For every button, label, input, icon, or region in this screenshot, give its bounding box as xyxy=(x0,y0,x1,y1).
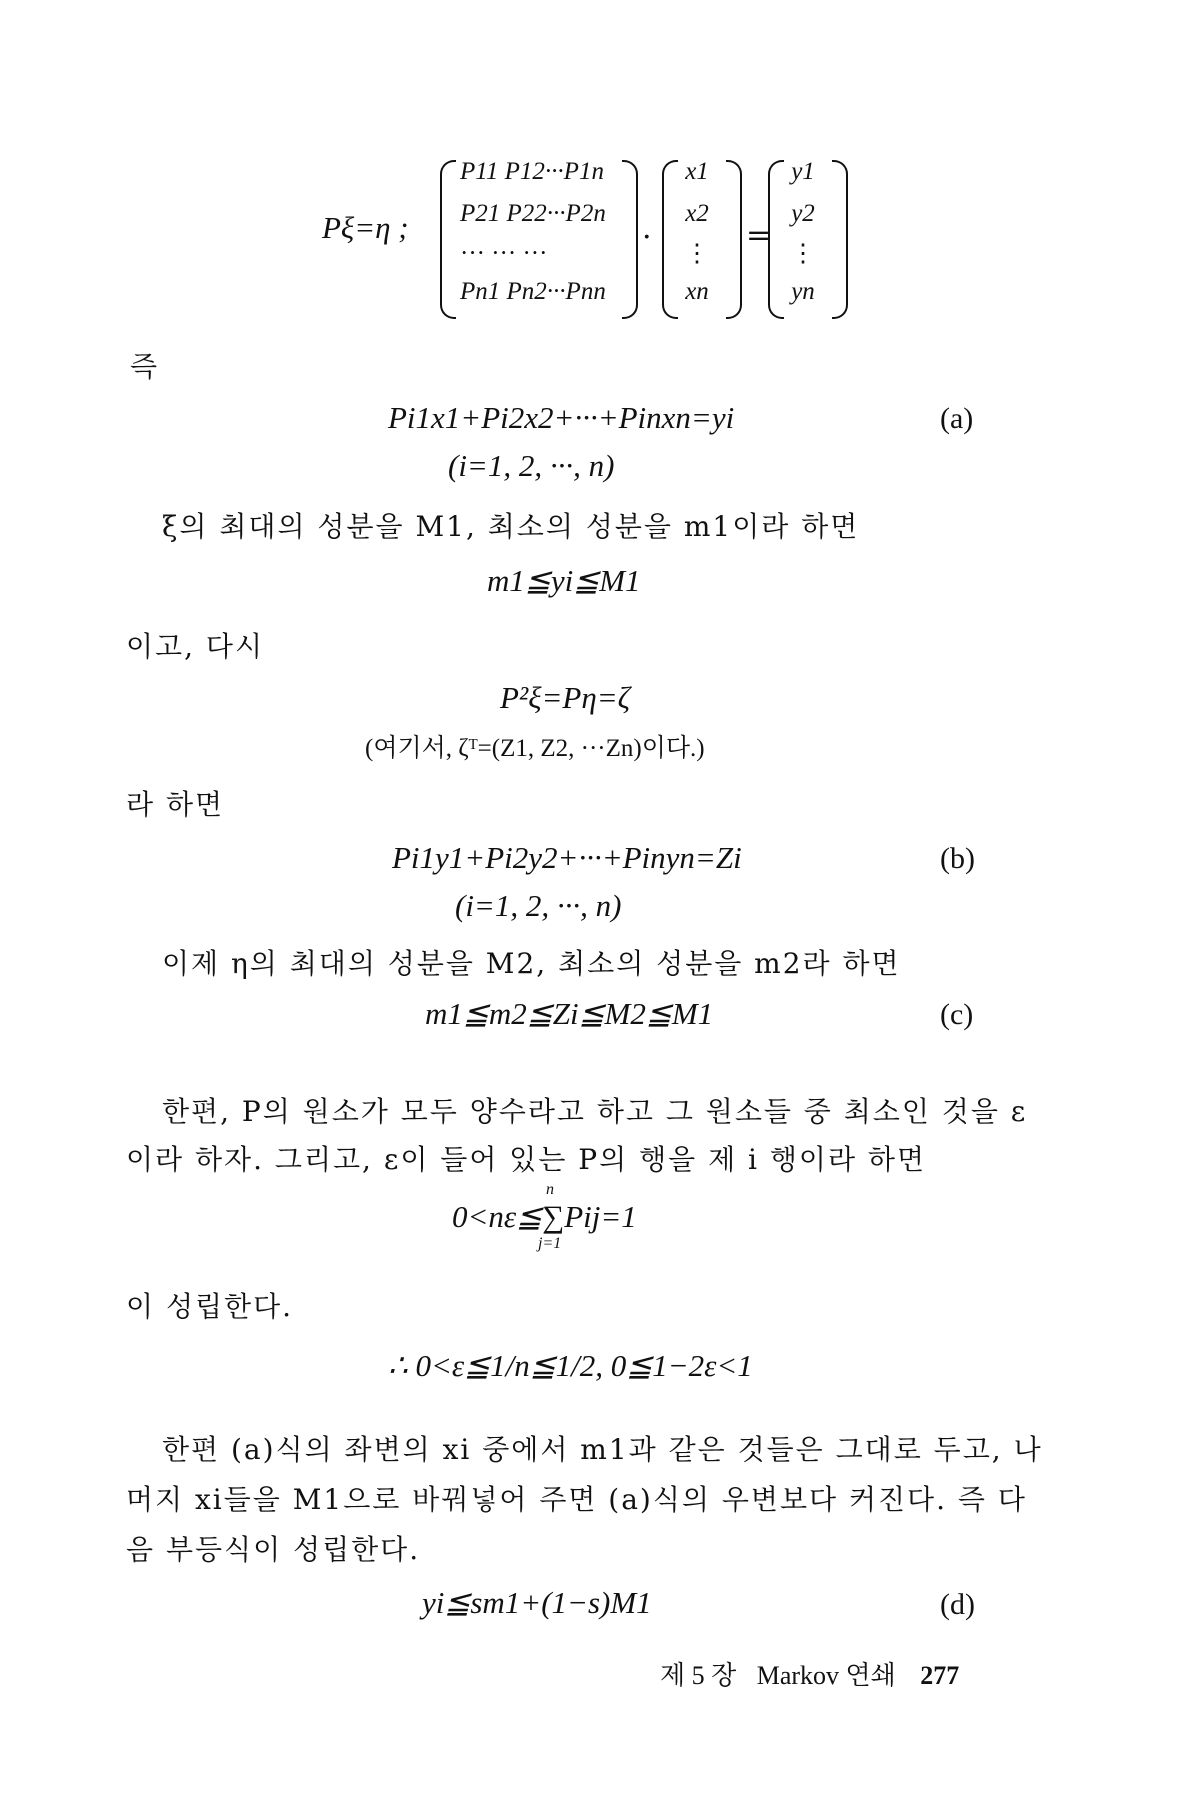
footer-chapter: 제 5 장 xyxy=(660,1661,737,1690)
inequality-1: m1≦yi≦M1 xyxy=(487,563,641,598)
sum-lower-limit: j=1 xyxy=(538,1235,562,1252)
page-footer xyxy=(660,1655,959,1692)
equation-d: yi≦sm1+(1−s)M1 xyxy=(422,1585,652,1620)
equation-p2: P²ξ=Pη=ζ xyxy=(500,680,631,715)
matrix-equation xyxy=(440,160,960,325)
equals-sign: = xyxy=(746,218,772,253)
y-vector-entry: yn xyxy=(791,278,815,305)
matrix-left-bracket xyxy=(440,160,456,319)
matrix-row: P21 P22···P2n xyxy=(460,200,606,227)
matrix-row: P11 P12···P1n xyxy=(460,158,604,185)
matrix-row: Pn1 Pn2···Pnn xyxy=(460,278,606,305)
text-jeuk: 즉 xyxy=(130,350,160,383)
x-vector-entry: x2 xyxy=(685,200,709,227)
page-number: 277 xyxy=(920,1661,960,1690)
x-vector-entry: x1 xyxy=(685,158,709,185)
x-vector-right-bracket xyxy=(726,160,742,319)
text-then: 라 하면 xyxy=(126,788,225,821)
footer-title: Markov 연쇄 xyxy=(756,1661,896,1690)
equation-b: Pi1y1+Pi2y2+···+Pinyn=Zi xyxy=(392,840,742,875)
text-left-side: 한편 (a)식의 좌변의 xi 중에서 m1과 같은 것들은 그대로 두고, 나 xyxy=(162,1433,1043,1466)
y-vector-right-bracket xyxy=(832,160,848,319)
x-vector-entry: ⋮ xyxy=(684,240,710,267)
x-vector-entry: xn xyxy=(685,278,709,305)
equation-a-range: (i=1, 2, ···, n) xyxy=(448,448,615,483)
text-positive-elements: 한편, P의 원소가 모두 양수라고 하고 그 원소들 중 최소인 것을 ε xyxy=(162,1095,1028,1128)
text-row-i: 이라 하자. 그리고, ε이 들어 있는 P의 행을 제 i 행이라 하면 xyxy=(126,1143,927,1176)
matrix-row: ··· ··· ··· xyxy=(460,240,548,267)
equation-tag-a: (a) xyxy=(940,402,974,435)
inequality-sum xyxy=(452,1181,712,1265)
equation-tag-b: (b) xyxy=(940,842,975,875)
equation-b-range: (i=1, 2, ···, n) xyxy=(455,888,622,923)
sum-upper-limit: n xyxy=(546,1181,554,1198)
text-max-min-eta: 이제 η의 최대의 성분을 M2, 최소의 성분을 m2라 하면 xyxy=(162,947,901,980)
text-inequality-holds: 음 부등식이 성립한다. xyxy=(126,1533,421,1566)
y-vector-entry: y1 xyxy=(791,158,815,185)
sum-inequality: 0<nε≦∑Pij=1 xyxy=(452,1199,637,1234)
text-max-min-xi: ξ의 최대의 성분을 M1, 최소의 성분을 m1이라 하면 xyxy=(162,510,860,543)
inequality-c: m1≦m2≦Zi≦M2≦M1 xyxy=(425,996,714,1031)
y-vector-entry: y2 xyxy=(791,200,815,227)
equation-tag-c: (c) xyxy=(940,998,974,1031)
matrix-right-bracket xyxy=(622,160,638,319)
therefore-inequality: ∴ 0<ε≦1/n≦1/2, 0≦1−2ε<1 xyxy=(388,1348,753,1383)
dot-operator: · xyxy=(642,220,652,255)
text-replace: 머지 xi들을 M1으로 바꿔넣어 주면 (a)식의 우변보다 커진다. 즉 다 xyxy=(126,1483,1027,1516)
y-vector-entry: ⋮ xyxy=(790,240,816,267)
text-holds: 이 성립한다. xyxy=(126,1290,294,1323)
note-zeta: (여기서, ζᵀ=(Z1, Z2, ···Zn)이다.) xyxy=(365,735,705,762)
equation-a-body: Pi1x1+Pi2x2+···+Pinxn=yi xyxy=(388,400,735,435)
equation-tag-d: (d) xyxy=(940,1588,975,1621)
matrix-lhs: Pξ=η ; xyxy=(322,210,409,245)
text-again: 이고, 다시 xyxy=(126,630,264,663)
